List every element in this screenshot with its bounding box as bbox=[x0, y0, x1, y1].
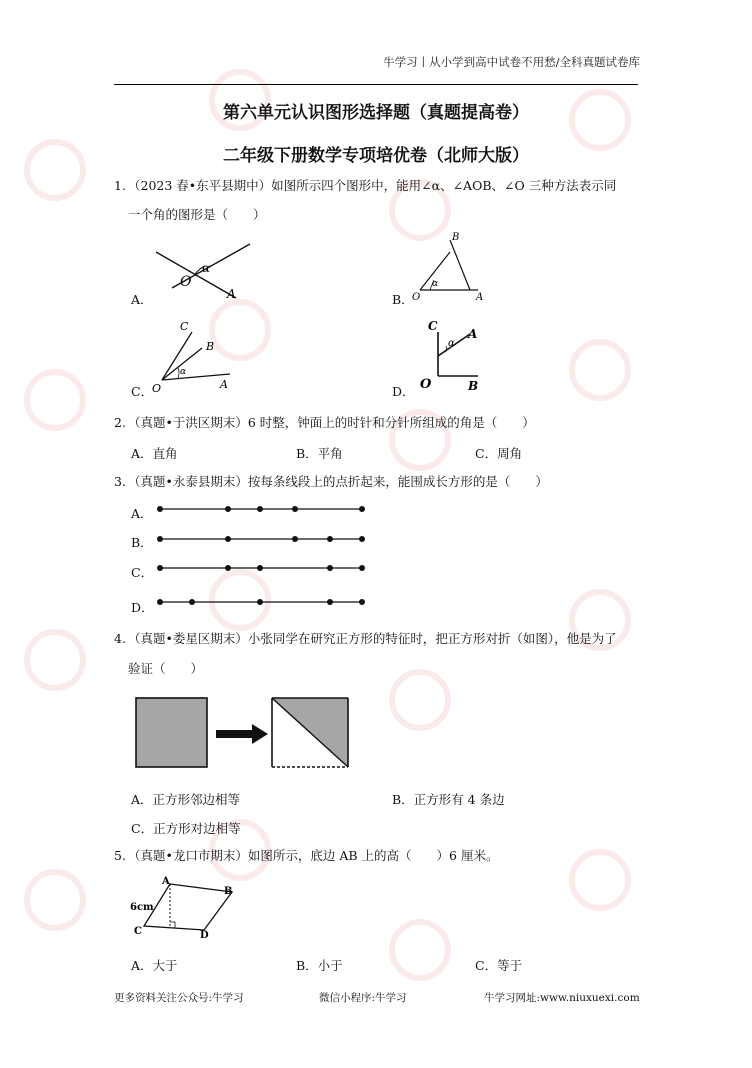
q2-option-b: B．平角 bbox=[296, 446, 343, 461]
q3-number: 3. bbox=[114, 474, 126, 489]
q1-number: 1. bbox=[114, 178, 126, 193]
q4-number: 4. bbox=[114, 631, 126, 646]
q2-option-c: C．周角 bbox=[475, 446, 523, 461]
page-subtitle: 二年级下册数学专项培优卷（北师大版） bbox=[223, 146, 529, 166]
q1c-label-b: B bbox=[206, 340, 215, 353]
q1-text-line1: （2023 春•东平县期中）如图所示四个图形中，能用∠α、∠AOB、∠O 三种方法表示同 bbox=[128, 178, 617, 193]
q4-option-a: A．正方形邻边相等 bbox=[131, 792, 241, 807]
q4-option-c: C．正方形对边相等 bbox=[131, 821, 241, 836]
q5-label-a: A bbox=[162, 876, 170, 887]
q1c-label-alpha: α bbox=[180, 367, 187, 377]
q1c-label-c: C bbox=[180, 320, 189, 333]
q1-text-line2: 一个角的图形是（ ） bbox=[128, 207, 266, 222]
q5-option-a: A．大于 bbox=[131, 958, 178, 973]
q2-option-a: A．直角 bbox=[131, 446, 178, 461]
q3-text: （真题•永泰县期末）按每条线段上的点折起来，能围成长方形的是（ ） bbox=[128, 474, 548, 489]
q3-option-c: C． bbox=[131, 565, 154, 580]
q5-parallelogram bbox=[128, 874, 248, 942]
q1-figure-a bbox=[150, 238, 260, 308]
q1b-label-b: B bbox=[452, 232, 460, 243]
q5-number: 5. bbox=[114, 848, 126, 863]
footer-website-link[interactable]: 牛学习网址:www.niuxuexi.com bbox=[484, 992, 640, 1004]
q3-segment-b bbox=[150, 532, 380, 546]
q1a-label-o: O bbox=[180, 274, 192, 290]
q1d-label-alpha: α bbox=[448, 338, 455, 349]
q1b-label-o: O bbox=[412, 292, 421, 303]
q1-option-a: A． bbox=[131, 292, 153, 307]
q1-figure-b bbox=[410, 228, 490, 303]
header-divider bbox=[114, 84, 638, 85]
header-slogan: 牛学习丨从小学到高中试卷不用愁/全科真题试卷库 bbox=[383, 55, 640, 69]
q1-figure-c bbox=[150, 316, 240, 394]
q5-label-c: C bbox=[134, 926, 142, 937]
q5-text: （真题•龙口市期末）如图所示，底边 AB 上的高（ ）6 厘米。 bbox=[128, 848, 499, 863]
q1-option-d: D． bbox=[392, 384, 415, 399]
q4-arrow bbox=[216, 724, 268, 744]
q1b-label-alpha: α bbox=[432, 279, 439, 289]
footer-wechat-account: 更多资料关注公众号:牛学习 bbox=[114, 992, 244, 1004]
q3-option-b: B． bbox=[131, 535, 153, 550]
q3-segment-c bbox=[150, 561, 380, 575]
q1a-label-alpha: α bbox=[202, 261, 211, 275]
q1b-label-a: A bbox=[476, 292, 484, 303]
q4-square bbox=[136, 698, 207, 767]
q4-text-line1: （真题•娄星区期末）小张同学在研究正方形的特征时，把正方形对折（如图），他是为了 bbox=[128, 631, 617, 646]
footer-mini-program: 微信小程序:牛学习 bbox=[319, 992, 407, 1004]
q1-option-c: C． bbox=[131, 384, 154, 399]
q1c-label-o: O bbox=[152, 382, 162, 394]
q4-text-line2: 验证（ ） bbox=[128, 661, 204, 676]
q1d-label-a: A bbox=[468, 327, 478, 341]
q5-label-height: 6cm bbox=[130, 902, 154, 913]
q2-number: 2. bbox=[114, 415, 126, 430]
q4-fold-figure bbox=[130, 690, 355, 772]
q1a-label-a: A bbox=[227, 287, 236, 301]
q5-option-c: C．等于 bbox=[475, 958, 523, 973]
q3-option-d: D． bbox=[131, 600, 154, 615]
q3-option-a: A． bbox=[131, 506, 153, 521]
q4-option-b: B．正方形有 4 条边 bbox=[392, 792, 505, 807]
q1d-label-c: C bbox=[428, 319, 438, 333]
q3-segment-d bbox=[150, 595, 380, 609]
q5-option-b: B．小于 bbox=[296, 958, 343, 973]
q1-option-b: B． bbox=[392, 292, 414, 307]
q5-label-d: D bbox=[200, 930, 209, 941]
q3-segment-a bbox=[150, 502, 380, 516]
q5-label-b: B bbox=[224, 886, 233, 897]
q1-figure-d bbox=[412, 314, 492, 394]
q1d-label-b: B bbox=[468, 379, 479, 393]
q1c-label-a: A bbox=[220, 378, 228, 391]
page-title: 第六单元认识图形选择题（真题提高卷） bbox=[223, 103, 529, 123]
q1d-label-o: O bbox=[420, 377, 432, 392]
q2-text: （真题•于洪区期末）6 时整，钟面上的时针和分针所组成的角是（ ） bbox=[128, 415, 535, 430]
